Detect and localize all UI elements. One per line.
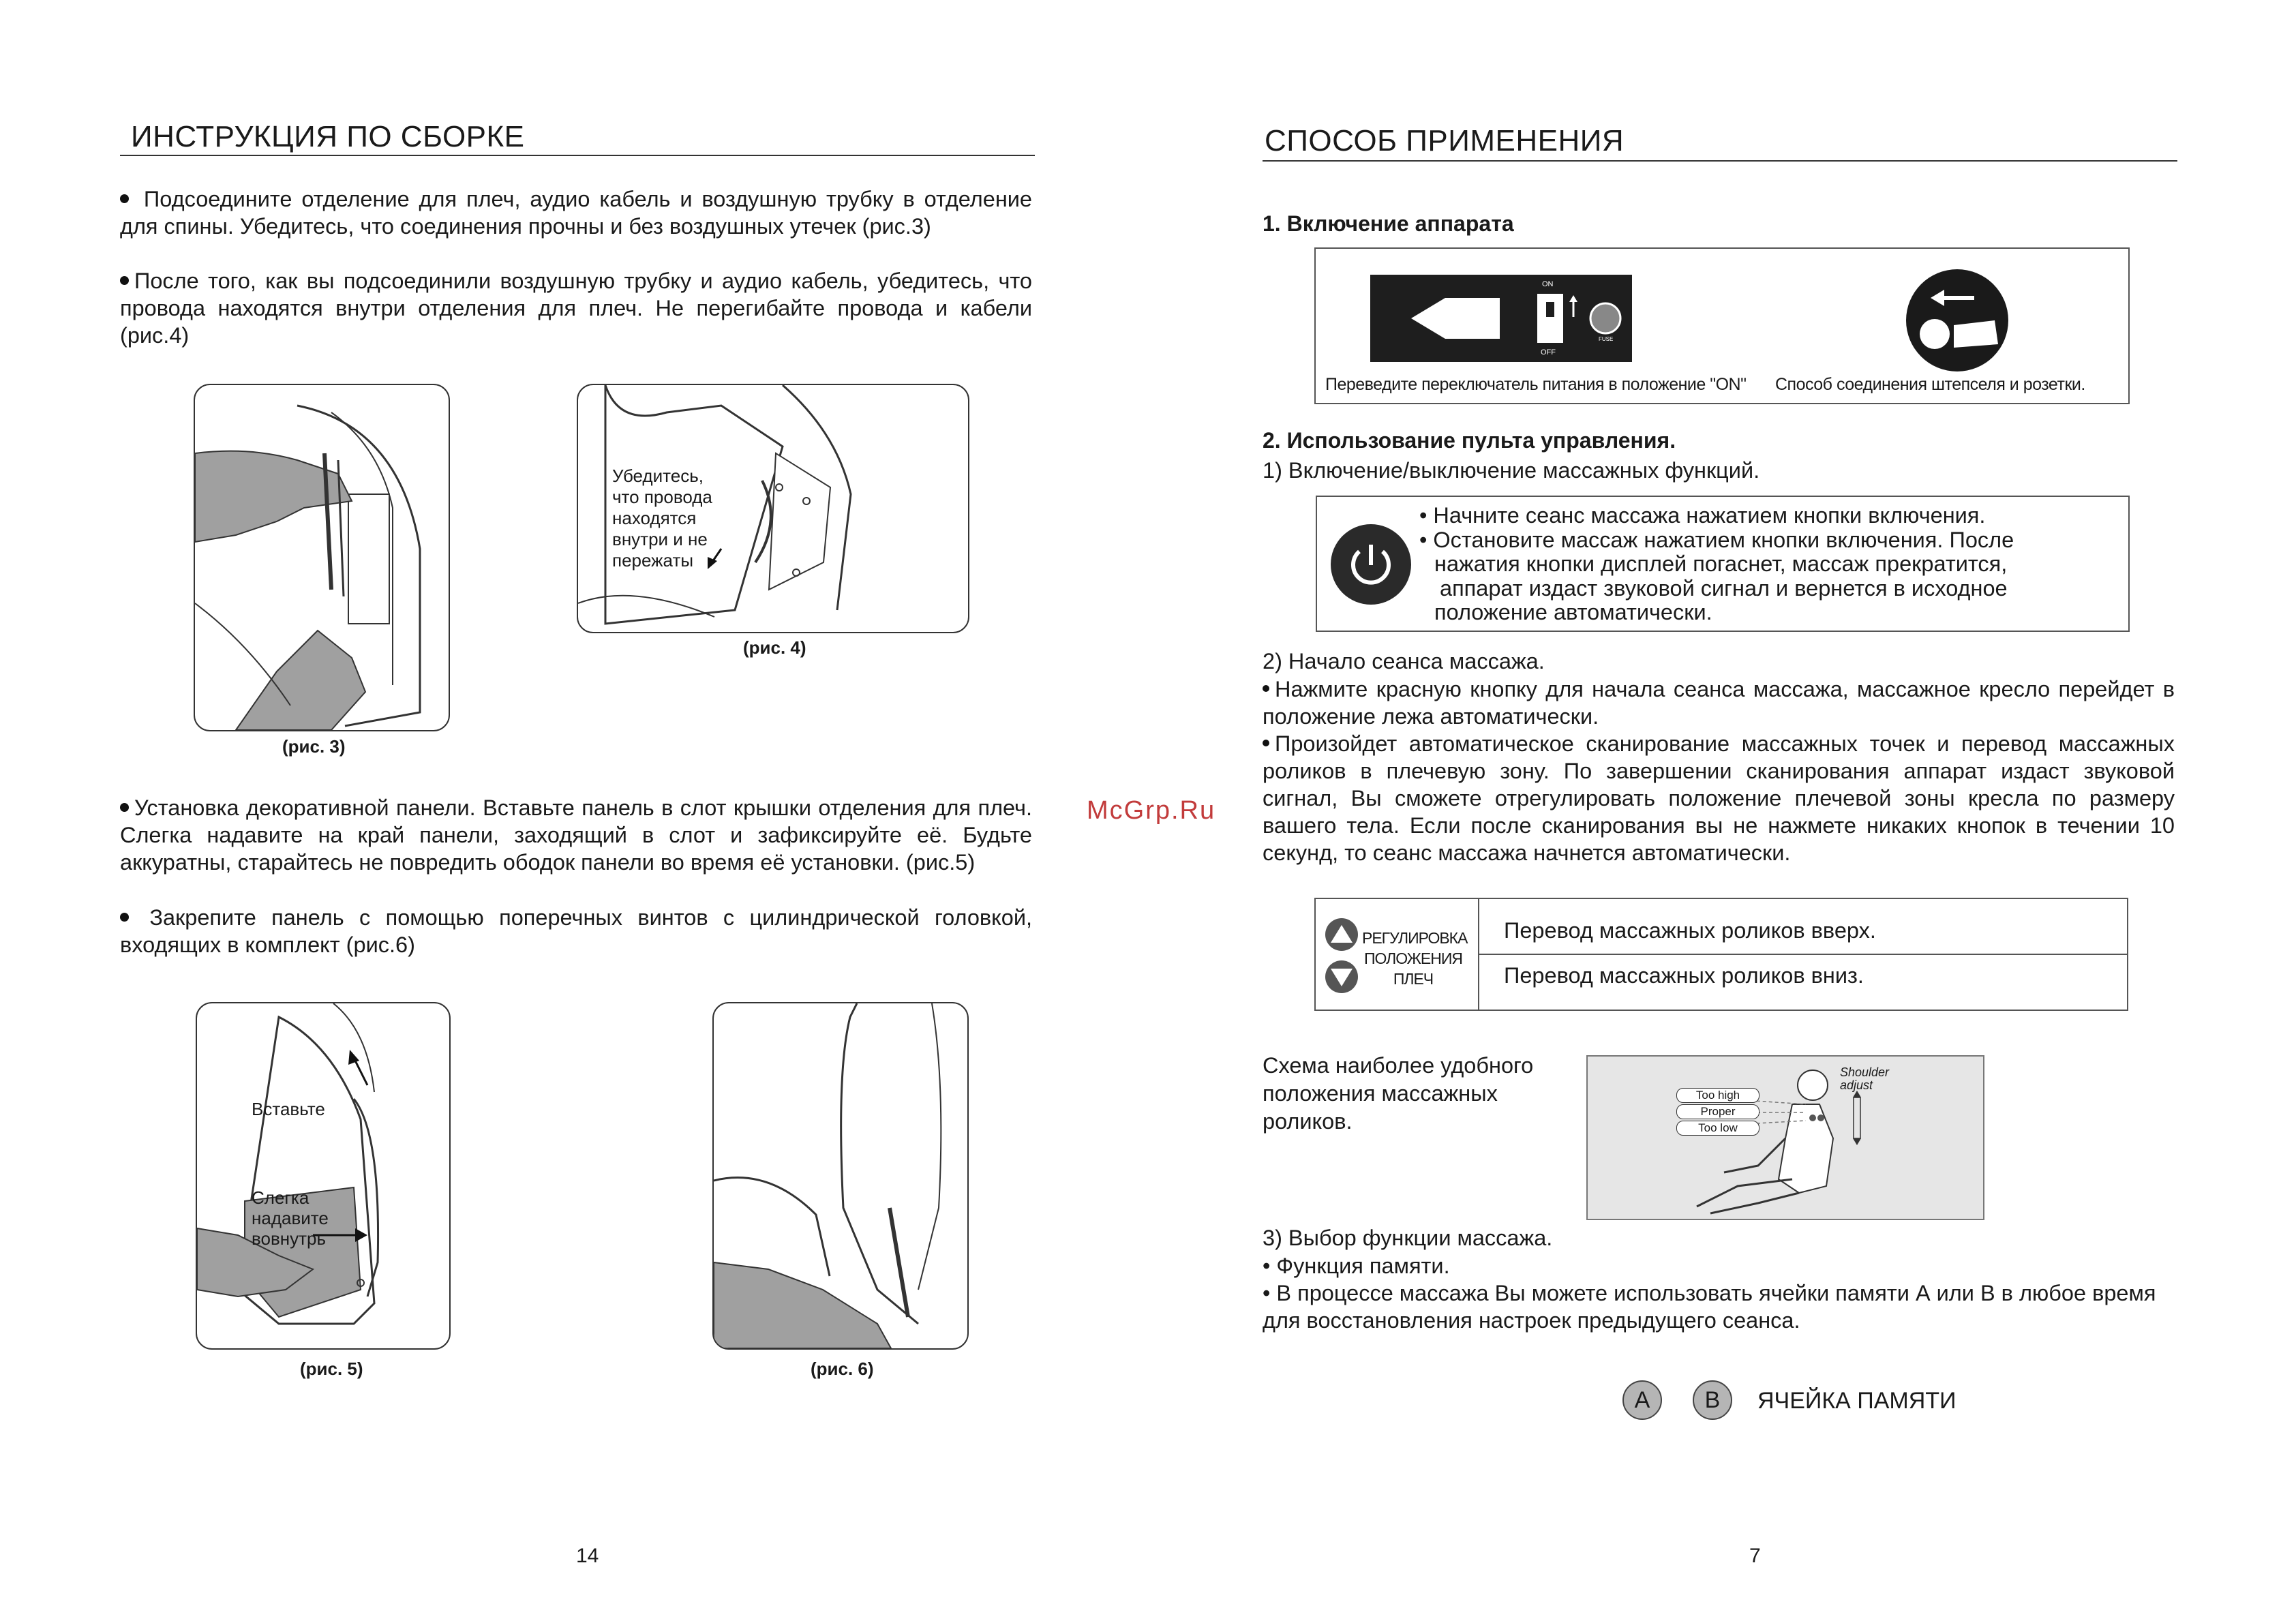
power-on-box — [1314, 247, 2130, 404]
scheme-description: Схема наиболее удобного положения массажных роликов. — [1263, 1053, 1534, 1134]
level-too-low: Too low — [1676, 1121, 1759, 1136]
arrow-up-icon — [1325, 918, 1358, 951]
figure-3-shoulder-connection — [194, 384, 450, 731]
shoulder-adjust-label: РЕГУЛИРОВКА ПОЛОЖЕНИЯ ПЛЕЧ — [1362, 929, 1468, 988]
power-switch-panel — [1370, 275, 1632, 362]
plug-caption: Способ соединения штепселя и розетки. — [1775, 375, 2085, 394]
level-proper: Proper — [1676, 1104, 1759, 1119]
assembly-paragraph-2: После того, как вы подсоединили воздушную трубку и аудио кабель, убедитесь, что провода находятся внутри отделения для плеч. Не перегибайте провода и кабели (рис.4) — [120, 269, 1032, 348]
bullet-icon — [120, 913, 129, 922]
switch-off-label: OFF — [1541, 348, 1556, 357]
watermark: McGrp.Ru — [1087, 796, 1216, 825]
figure-4-note: Убедитесь, что провода находятся внутри и не пережаты — [612, 466, 712, 571]
figure-5-panel-insert — [196, 1002, 451, 1350]
fuse-label: FUSE — [1599, 336, 1614, 342]
figure-5-insert-label: Вставьте — [252, 1099, 325, 1119]
figure-4-caption: (рис. 4) — [743, 637, 806, 658]
bullet-icon — [120, 803, 129, 812]
start-paragraph-1: Нажмите красную кнопку для начала сеанса массажа, массажное кресло перейдет в положение лежа автоматически. — [1263, 677, 2175, 729]
roller-position-scheme — [1586, 1055, 1984, 1220]
left-page-title: ИНСТРУКЦИЯ ПО СБОРКЕ — [131, 120, 525, 153]
start-paragraph-2: Произойдет автоматическое сканирование массажных точек и перевод массажных роликов в плечевую зону. По завершении сканирования аппарат издаст звуковой сигнал, Вы сможете отрегулировать положение плечевой зоны кресла по размеру вашего тела. Если после сканирования вы не нажмете никаких кнопок в течении 10 секунд, то сеанс массажа начнется автоматически. — [1263, 731, 2175, 865]
right-page-number: 7 — [1749, 1545, 1761, 1567]
plug-socket-icon — [1906, 269, 2008, 371]
level-too-high: Too high — [1676, 1088, 1759, 1103]
power-instructions: • Начните сеанс массажа нажатием кнопки включения. • Остановите массаж нажатием кнопки включения. После нажатия кнопки дисплей погаснет, массаж прекратится, аппарат издаст звуковой сигнал и вернется в исходное положение автоматически. — [1419, 503, 2014, 624]
memory-a-button[interactable]: A — [1622, 1380, 1662, 1420]
shoulder-up-button[interactable] — [1325, 918, 1358, 951]
power-caption: Переведите переключатель питания в положение "ON" — [1325, 375, 1747, 394]
table-row-divider — [1479, 954, 2127, 955]
section-2-title: 2. Использование пульта управления. — [1263, 428, 1676, 453]
arrow-down-icon — [1325, 960, 1358, 993]
figure-4-wires-inside — [577, 384, 969, 633]
assembly-paragraph-4: Закрепите панель с помощью поперечных винтов с цилиндрической головкой, входящих в комплект (рис.6) — [120, 905, 1033, 957]
figure-5-press-label: Слегка надавите вовнутрь — [252, 1187, 329, 1249]
power-socket-icon — [1370, 275, 1632, 362]
power-button[interactable] — [1331, 524, 1411, 605]
memory-paragraph-2: • В процессе массажа Вы можете использовать ячейки памяти А или В в любое время для восстановления настроек предыдущего сеанса. — [1263, 1281, 2156, 1333]
assembly-paragraph-3: Установка декоративной панели. Вставьте панель в слот крышки отделения для плеч. Слегка надавите на край панели, заходящий в слот и зафиксируйте её. Будьте аккуратны, старайтесь не повредить ободок панели во время её установки. (рис.5) — [120, 795, 1032, 875]
switch-on-label: ON — [1542, 280, 1554, 288]
memory-b-button[interactable]: B — [1693, 1380, 1732, 1420]
bullet-icon — [120, 194, 129, 203]
figure-3-caption: (рис. 3) — [282, 736, 346, 757]
figure-5-illustration — [197, 1003, 449, 1348]
left-page-number: 14 — [576, 1545, 599, 1567]
shoulder-down-button[interactable] — [1325, 960, 1358, 993]
power-icon — [1331, 524, 1411, 605]
section-2-sub-3: 3) Выбор функции массажа. — [1263, 1226, 1553, 1250]
bullet-icon — [1263, 740, 1269, 746]
right-title-rule — [1263, 160, 2177, 162]
memory-label: ЯЧЕЙКА ПАМЯТИ — [1757, 1388, 1957, 1414]
shoulder-adjust-table — [1314, 898, 2128, 1011]
shoulder-down-description: Перевод массажных роликов вниз. — [1504, 963, 1864, 988]
bullet-icon — [120, 276, 129, 285]
seated-person-illustration — [1588, 1057, 1983, 1219]
shoulder-up-description: Перевод массажных роликов вверх. — [1504, 918, 1876, 943]
left-title-rule — [120, 155, 1035, 156]
bullet-icon — [1263, 685, 1269, 692]
right-page-title: СПОСОБ ПРИМЕНЕНИЯ — [1265, 124, 1625, 157]
figure-6-screws — [712, 1002, 969, 1350]
section-1-title: 1. Включение аппарата — [1263, 211, 1514, 236]
plug-icon — [1906, 269, 2008, 371]
memory-paragraph-1: • Функция памяти. — [1263, 1254, 1450, 1278]
figure-5-caption: (рис. 5) — [300, 1359, 363, 1379]
assembly-paragraph-1: Подсоедините отделение для плеч, аудио кабель и воздушную трубку в отделение для спины. Убедитесь, что соединения прочны и без воздушных утечек (рис.3) — [120, 187, 1032, 239]
section-2-sub-2: 2) Начало сеанса массажа. — [1263, 649, 1545, 673]
scheme-shoulder-label: Shoulder adjust — [1840, 1065, 1890, 1092]
figure-6-caption: (рис. 6) — [811, 1359, 874, 1379]
figure-3-illustration — [195, 385, 449, 730]
power-button-box — [1316, 496, 2130, 632]
figure-6-illustration — [714, 1003, 967, 1348]
section-2-sub-1: 1) Включение/выключение массажных функций. — [1263, 458, 1760, 483]
